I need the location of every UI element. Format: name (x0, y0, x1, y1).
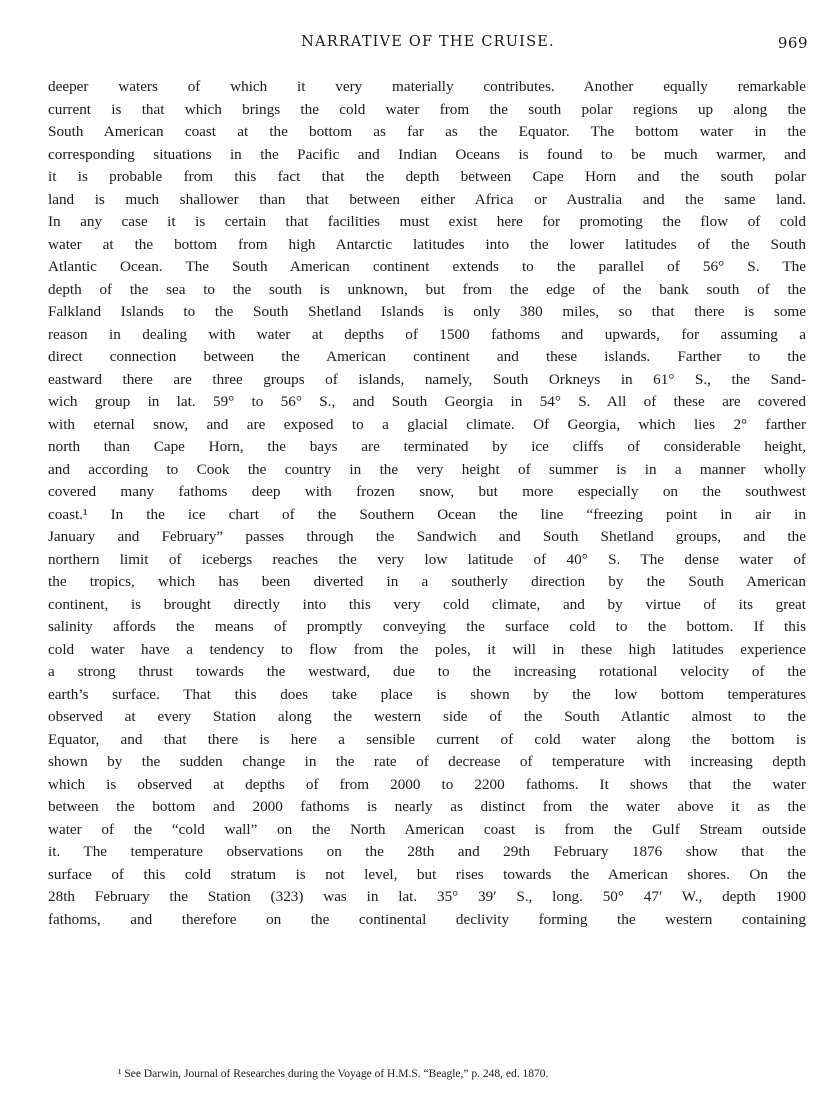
text-line: depth of the sea to the south is unknown, but from the edge of the bank south of the (48, 280, 806, 298)
text-line: Atlantic Ocean. The South American continent extends to the parallel of 56° S. The (48, 258, 806, 275)
text-line: water at the bottom from high Antarctic latitudes into the lower latitudes of the South (48, 235, 806, 253)
text-line: and according to Cook the country in the very height of summer is in a manner wholly (48, 460, 806, 478)
page-number: 969 (777, 34, 808, 52)
text-line: northern limit of icebergs reaches the very low latitude of 40° S. The dense water of (48, 550, 806, 568)
text-line: In any case it is certain that facilities must exist here for promoting the flow of cold (48, 213, 806, 230)
text-line: land is much shallower than that between either Africa or Australia and the same land. (48, 190, 806, 208)
text-line: Equator, and that there is here a sensible current of cold water along the bottom is (48, 730, 806, 748)
text-line: north than Cape Horn, the bays are terminated by ice cliffs of considerable height, (48, 438, 806, 455)
text-line: observed at every Station along the western side of the South Atlantic almost to the (48, 708, 806, 725)
text-line: a strong thrust towards the westward, due to the increasing rotational velocity of the (48, 663, 806, 680)
text-line: Falkland Islands to the South Shetland Islands is only 380 miles, so that there is some (48, 303, 806, 320)
text-line: direct connection between the American continent and these islands. Farther to the (48, 348, 806, 365)
text-line: shown by the sudden change in the rate of decrease of temperature with increasing depth (48, 753, 806, 770)
text-line: current is that which brings the cold water from the south polar regions up along the (48, 100, 806, 118)
text-line: fathoms, and therefore on the continental declivity forming the western containing (48, 910, 806, 928)
text-line: covered many fathoms deep with frozen snow, but more especially on the southwest (48, 483, 806, 500)
text-line: corresponding situations in the Pacific and Indian Oceans is found to be much warmer, and (48, 145, 806, 163)
running-head: NARRATIVE OF THE CRUISE. (301, 34, 555, 50)
body-text (48, 76, 806, 931)
text-line: continent, is brought directly into this very cold climate, and by virtue of its great (48, 595, 806, 613)
footnote: ¹ See Darwin, Journal of Researches during the Voyage of H.M.S. “Beagle,” p. 248, ed. 1870. (118, 1068, 549, 1080)
text-line: between the bottom and 2000 fathoms is nearly as distinct from the water above it as the (48, 798, 806, 815)
text-line: deeper waters of which it very materially contributes. Another equally remarkable (48, 78, 806, 95)
text-line: with eternal snow, and are exposed to a glacial climate. Of Georgia, which lies 2° farther (48, 415, 806, 433)
text-line: 28th February the Station (323) was in lat. 35° 39′ S., long. 50° 47′ W., depth 1900 (48, 888, 806, 905)
text-line: salinity affords the means of promptly conveying the surface cold to the bottom. If this (48, 618, 806, 635)
text-line: water of the “cold wall” on the North American coast is from the Gulf Stream outside (48, 820, 806, 838)
text-line: coast.¹ In the ice chart of the Southern Ocean the line “freezing point in air in (48, 505, 806, 523)
text-line: the tropics, which has been diverted in a southerly direction by the South American (48, 573, 806, 590)
page-header (48, 34, 808, 58)
text-line: January and February” passes through the Sandwich and South Shetland groups, and the (48, 528, 806, 545)
text-line: surface of this cold stratum is not level, but rises towards the American shores. On the (48, 865, 806, 883)
text-line: eastward there are three groups of islands, namely, South Orkneys in 61° S., the Sand- (48, 370, 806, 388)
text-line: it. The temperature observations on the 28th and 29th February 1876 show that the (48, 843, 806, 860)
text-line: reason in dealing with water at depths of 1500 fathoms and upwards, for assuming a (48, 325, 806, 343)
text-line: wich group in lat. 59° to 56° S., and South Georgia in 54° S. All of these are covered (48, 393, 806, 410)
text-line: earth’s surface. That this does take place is shown by the low bottom temperatures (48, 685, 806, 703)
text-line: cold water have a tendency to flow from the poles, it will in these high latitudes experience (48, 640, 806, 658)
text-line: which is observed at depths of from 2000 to 2200 fathoms. It shows that the water (48, 775, 806, 793)
text-line: it is probable from this fact that the depth between Cape Horn and the south polar (48, 168, 806, 185)
text-line: South American coast at the bottom as far as the Equator. The bottom water in the (48, 123, 806, 140)
